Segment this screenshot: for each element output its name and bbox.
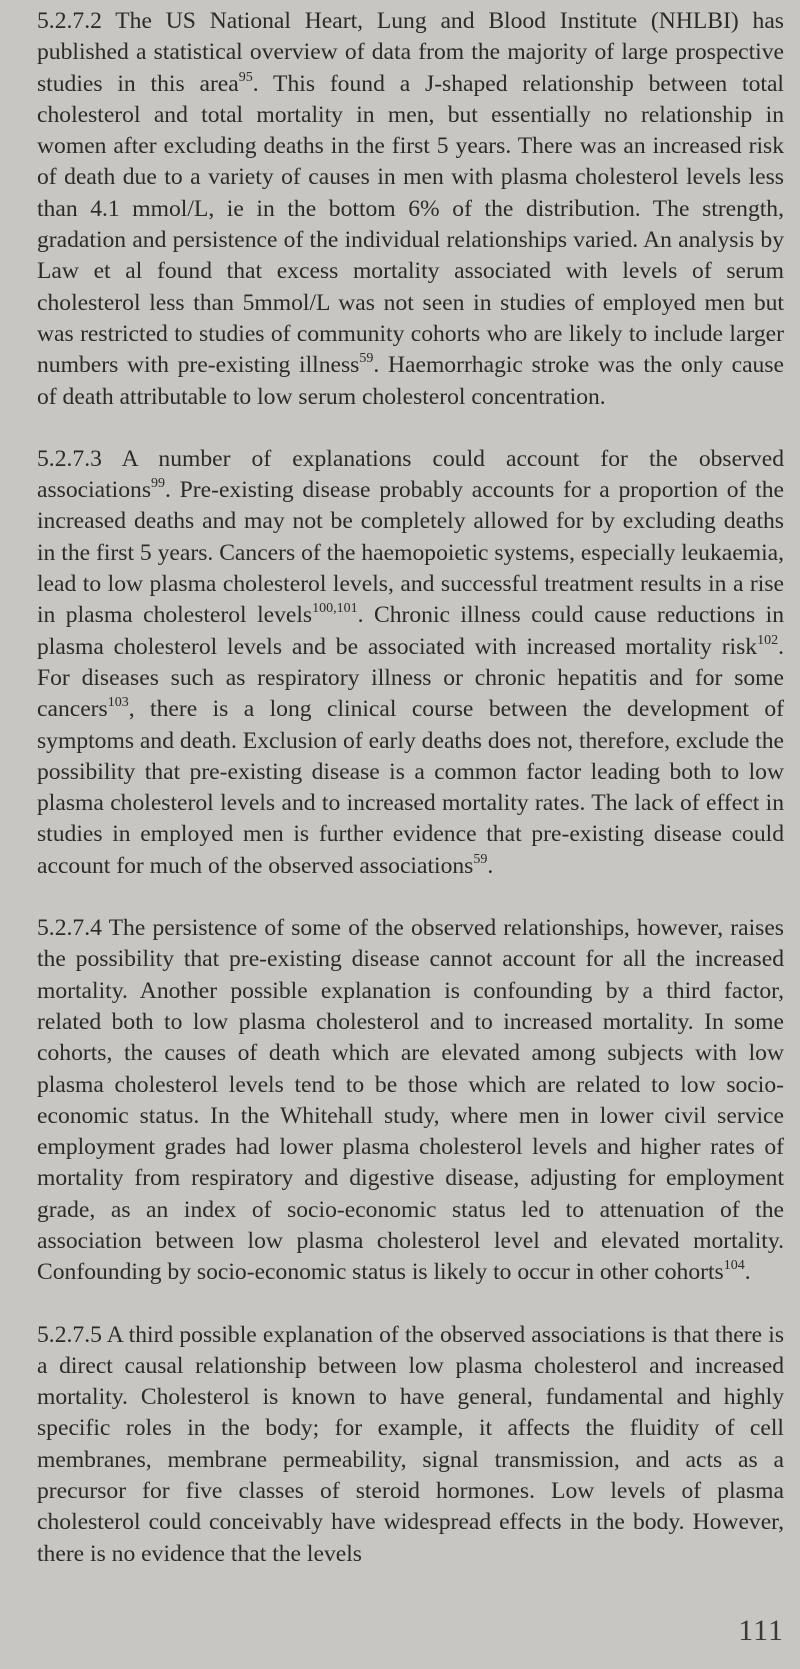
text: . (487, 852, 494, 879)
text: , there is a long clinical course between the development of symptoms and death. Exclusion of early deaths does not, therefore, exclude the possibility that pre-existing disease is a common factor leading both to low plasma cholesterol levels and to increased mortality rates. The lack of effect in studies in employed men is further evidence that pre-existing disease could account for much of the observed associations (37, 696, 784, 879)
paragraph-5-2-7-3 (37, 444, 784, 882)
text: . Haemorrhagic stroke was the only cause of death attributable to low serum cholesterol concentration. (37, 352, 784, 410)
citation: 102 (757, 632, 779, 648)
text: . Pre-existing disease probably accounts for a proportion of the increased deaths and may not be completely allowed for by excluding deaths in the first 5 years. Cancers of the haemopoietic systems, especially leukaemia, lead to low plasma cholesterol levels, and successful treatment results in a rise in plasma cholesterol levels (37, 477, 784, 629)
text: 5.2.7.4 The persistence of some of the observed relationships, however, raises the possibility that pre-existing disease cannot account for all the increased mortality. Another possible explanation is confounding by a third factor, related both to low plasma cholesterol and to increased mortality. In some cohorts, the causes of death which are elevated among subjects with low plasma cholesterol levels tend to be those which are related to low socio-economic status. In the Whitehall study, where men in lower civil service employment grades had lower plasma cholesterol levels and higher rates of mortality from respiratory and digestive disease, adjusting for employment grade, as an index of socio-economic status led to attenuation of the association between low plasma cholesterol level and elevated mortality. Confounding by socio-economic status is likely to occur in other cohorts (37, 915, 784, 1286)
paragraph-5-2-7-4 (37, 913, 784, 1289)
citation: 95 (238, 69, 253, 85)
citation: 59 (473, 851, 488, 867)
text: 5.2.7.3 A number of explanations could account for the observed associations (37, 445, 784, 504)
text: 5.2.7.5 A third possible explanation of the observed associations is that there is a direct causal relationship between low plasma cholesterol and increased mortality. Cholesterol is known to have general, fundamental and highly specific roles in the body; for example, it affects the fluidity of cell membranes, membrane permeability, signal transmission, and acts as a precursor for five classes of steroid hormones. Low levels of plasma cholesterol could conceivably have widespread effects in the body. However, there is no evidence that the levels (37, 1321, 784, 1567)
citation: 103 (107, 695, 129, 711)
text: . For diseases such as respiratory illness or chronic hepatitis and for some cancers (37, 633, 784, 723)
paragraph-5-2-7-5 (37, 1320, 784, 1570)
page-footer (37, 1601, 784, 1669)
text: . This found a J-shaped relationship between total cholesterol and total mortality in men, but essentially no relationship in women after excluding deaths in the first 5 years. There was an increased risk of death due to a variety of causes in men with plasma cholesterol levels less than 4.1 mmol/L, ie in the bottom 6% of the distribution. The strength, gradation and persistence of the individual relationships varied. An analysis by Law et al found that excess mortality associated with levels of serum cholesterol less than 5mmol/L was not seen in studies of employed men but was restricted to studies of community cohorts who are likely to include larger numbers with pre-existing illness (37, 70, 784, 379)
paragraph-5-2-7-2 (37, 6, 784, 413)
page-number: 111 (738, 1613, 784, 1647)
text: . (744, 1259, 751, 1286)
document-page (37, 0, 784, 1570)
citation: 99 (151, 476, 166, 492)
citation: 100,101 (312, 601, 358, 617)
citation: 104 (723, 1258, 745, 1274)
text: 5.2.7.2 The US National Heart, Lung and Blood Institute (NHLBI) has published a statistical overview of data from the majority of large prospective studies in this area (37, 8, 784, 97)
citation: 59 (359, 351, 374, 367)
text: . Chronic illness could cause reductions in plasma cholesterol levels and be associated with increased mortality risk (37, 602, 785, 660)
